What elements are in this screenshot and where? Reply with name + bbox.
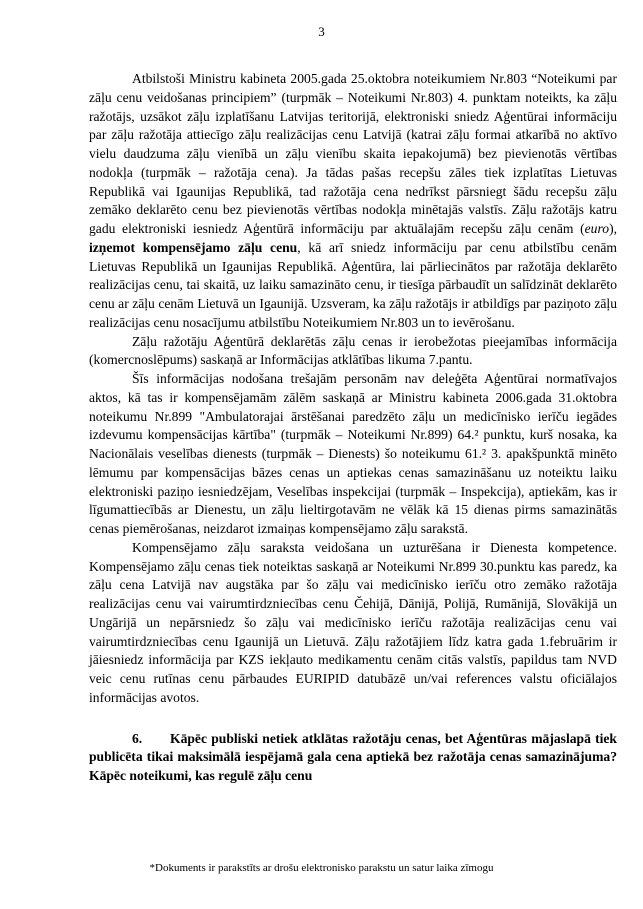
paragraph-text: Kompensējamo zāļu saraksta veidošana un uzturēšana ir Dienesta kompetence. Kompensējamo zāļu cenas tiek noteiktas saskaņā ar Noteikumi Nr.899 30.punktu kas paredz, ka zāļu cena Latvijā nav augstāka par šo zāļu vai medicīnisko ierīču otro zemāko ražotāja realizācijas cenu vai vairumtirdzniecības cenu Čehijā, Dānijā, Polijā, Rumānijā, Slovākijā un Ungārijā un nepārsniedz šo zāļu vai medicīnisko ierīču ražotāja realizācijas cenu vai vairumtirdzniecības cenu Igaunijā un Lietuvā. Zāļu ražotājiem līdz katra gada 1.februārim ir jāiesniedz informācija par KZS iekļauto medikamentu cenām citās valstīs, papildus tam NVD veic cenu rutīnas cenu pārbaudes EURIPID datubāzē un/vai references valstu oficiālajos informācijas avotos. bbox=[89, 539, 617, 705]
paragraph-text: Atbilstoši Ministru kabineta 2005.gada 25.oktobra noteikumiem Nr.803 “Noteikumi par zāļu cenu veidošanas principiem” (turpmāk – Noteikumi Nr.803) 4. punktam noteikts, ka zāļu ražotājs, uzsākot zāļu izplatīšanu Latvijas teritorijā, elektroniski sniedz Aģentūrai informāciju par zāļu ražotāja attiecīgo zāļu realizācijas cenu Latvijā (katrai zāļu formai atkarībā no aktīvo vielu daudzuma zāļu vienībā un zāļu vienību skaita iepakojumā) bez pievienotās vērtības nodokļa (turpmāk – ražotāja cena). Ja tādas pašas recepšu zāles tiek izplatītas Lietuvas Republikā vai Igaunijas Republikā, tad ražotāja cena nedrīkst pārsniegt šādu recepšu zāļu zemāko deklarēto cenu bez pievienotās vērtības nodokļa minētajās valstīs. Zāļu ražotājs katru gadu elektroniski iesniedz Aģentūrā informāciju par aktuālajām recepšu zāļu cenām ( bbox=[89, 71, 617, 236]
paragraph bbox=[89, 70, 617, 333]
paragraph bbox=[89, 370, 617, 539]
question-heading bbox=[89, 730, 617, 786]
currency-term: euro bbox=[584, 221, 610, 236]
paragraph-text: Zāļu ražotāju Aģentūrā deklarētās zāļu cenas ir ierobežotas pieejamības informācija (komercnoslēpums) saskaņā ar Informācijas atklātības likuma 7.pantu. bbox=[89, 333, 617, 368]
question-text: Kāpēc publiski netiek atklātas ražotāju cenas, bet Aģentūras mājaslapā tiek publicēta tikai maksimālā iespējamā gala cena aptiekā bez ražotāja cenas samazinājuma? Kāpēc noteikumi, kas regulē zāļu cenu bbox=[89, 730, 617, 783]
question-number: 6. bbox=[132, 730, 143, 746]
document-body bbox=[89, 70, 617, 786]
paragraph-text: , kā arī sniedz informāciju par cenu atbilstību cenām Lietuvas Republikā un Igaunijas Republikā. Aģentūra, lai pārliecinātos par ražotāja deklarēto realizācijas cenu, tai skaitā, uz laiku samazināto cenu, ir tiesīga pārbaudīt un salīdzināt deklarēto cenu ar zāļu cenām Lietuvā un Igaunijā. Uzsveram, ka zāļu ražotājs ir atbildīgs par paziņoto zāļu realizācijas cenu nosacījumu atbilstību Noteikumiem Nr.803 un to ievērošanu. bbox=[89, 239, 617, 330]
paragraph bbox=[89, 333, 617, 371]
signature-footnote: *Dokuments ir parakstīts ar drošu elektronisko parakstu un satur laika zīmogu bbox=[149, 862, 494, 874]
paragraph bbox=[89, 539, 617, 708]
paragraph-text: Šīs informācijas nodošana trešajām personām nav deleģēta Aģentūrai normatīvajos aktos, kā tas ir kompensējamām zālēm saskaņā ar Ministru kabineta 2006.gada 31.oktobra noteikumu Nr.899 "Ambulatorajai ārstēšanai paredzēto zāļu un medicīnisko ierīču iegādes izdevumu kompensācijas kārtība" (turpmāk – Noteikumi Nr.899) 64.² punktu, kurš nosaka, ka Nacionālais veselības dienests (turpmāk – Dienests) šo noteikumu 61.² 3. apakšpunktā minēto lēmumu par kompensācijas bāzes cenas un aptiekas cenas samazināšanu uz noteiktu laiku elektroniski paziņo iesniedzējam, Veselības inspekcijai (turpmāk – Inspekcija), aptiekām, kas ir līgumattiecībās ar Dienestu, un zāļu lieltirgotavām ne vēlāk kā 15 dienas pirms samazinātās cenas piemērošanas, neizdarot izmaiņas kompensējamo zāļu sarakstā. bbox=[89, 371, 617, 536]
page-number: 3 bbox=[318, 24, 325, 39]
emphasis-text: izņemot kompensējamo zāļu cenu bbox=[89, 239, 298, 255]
paragraph-text: ), bbox=[609, 221, 617, 236]
